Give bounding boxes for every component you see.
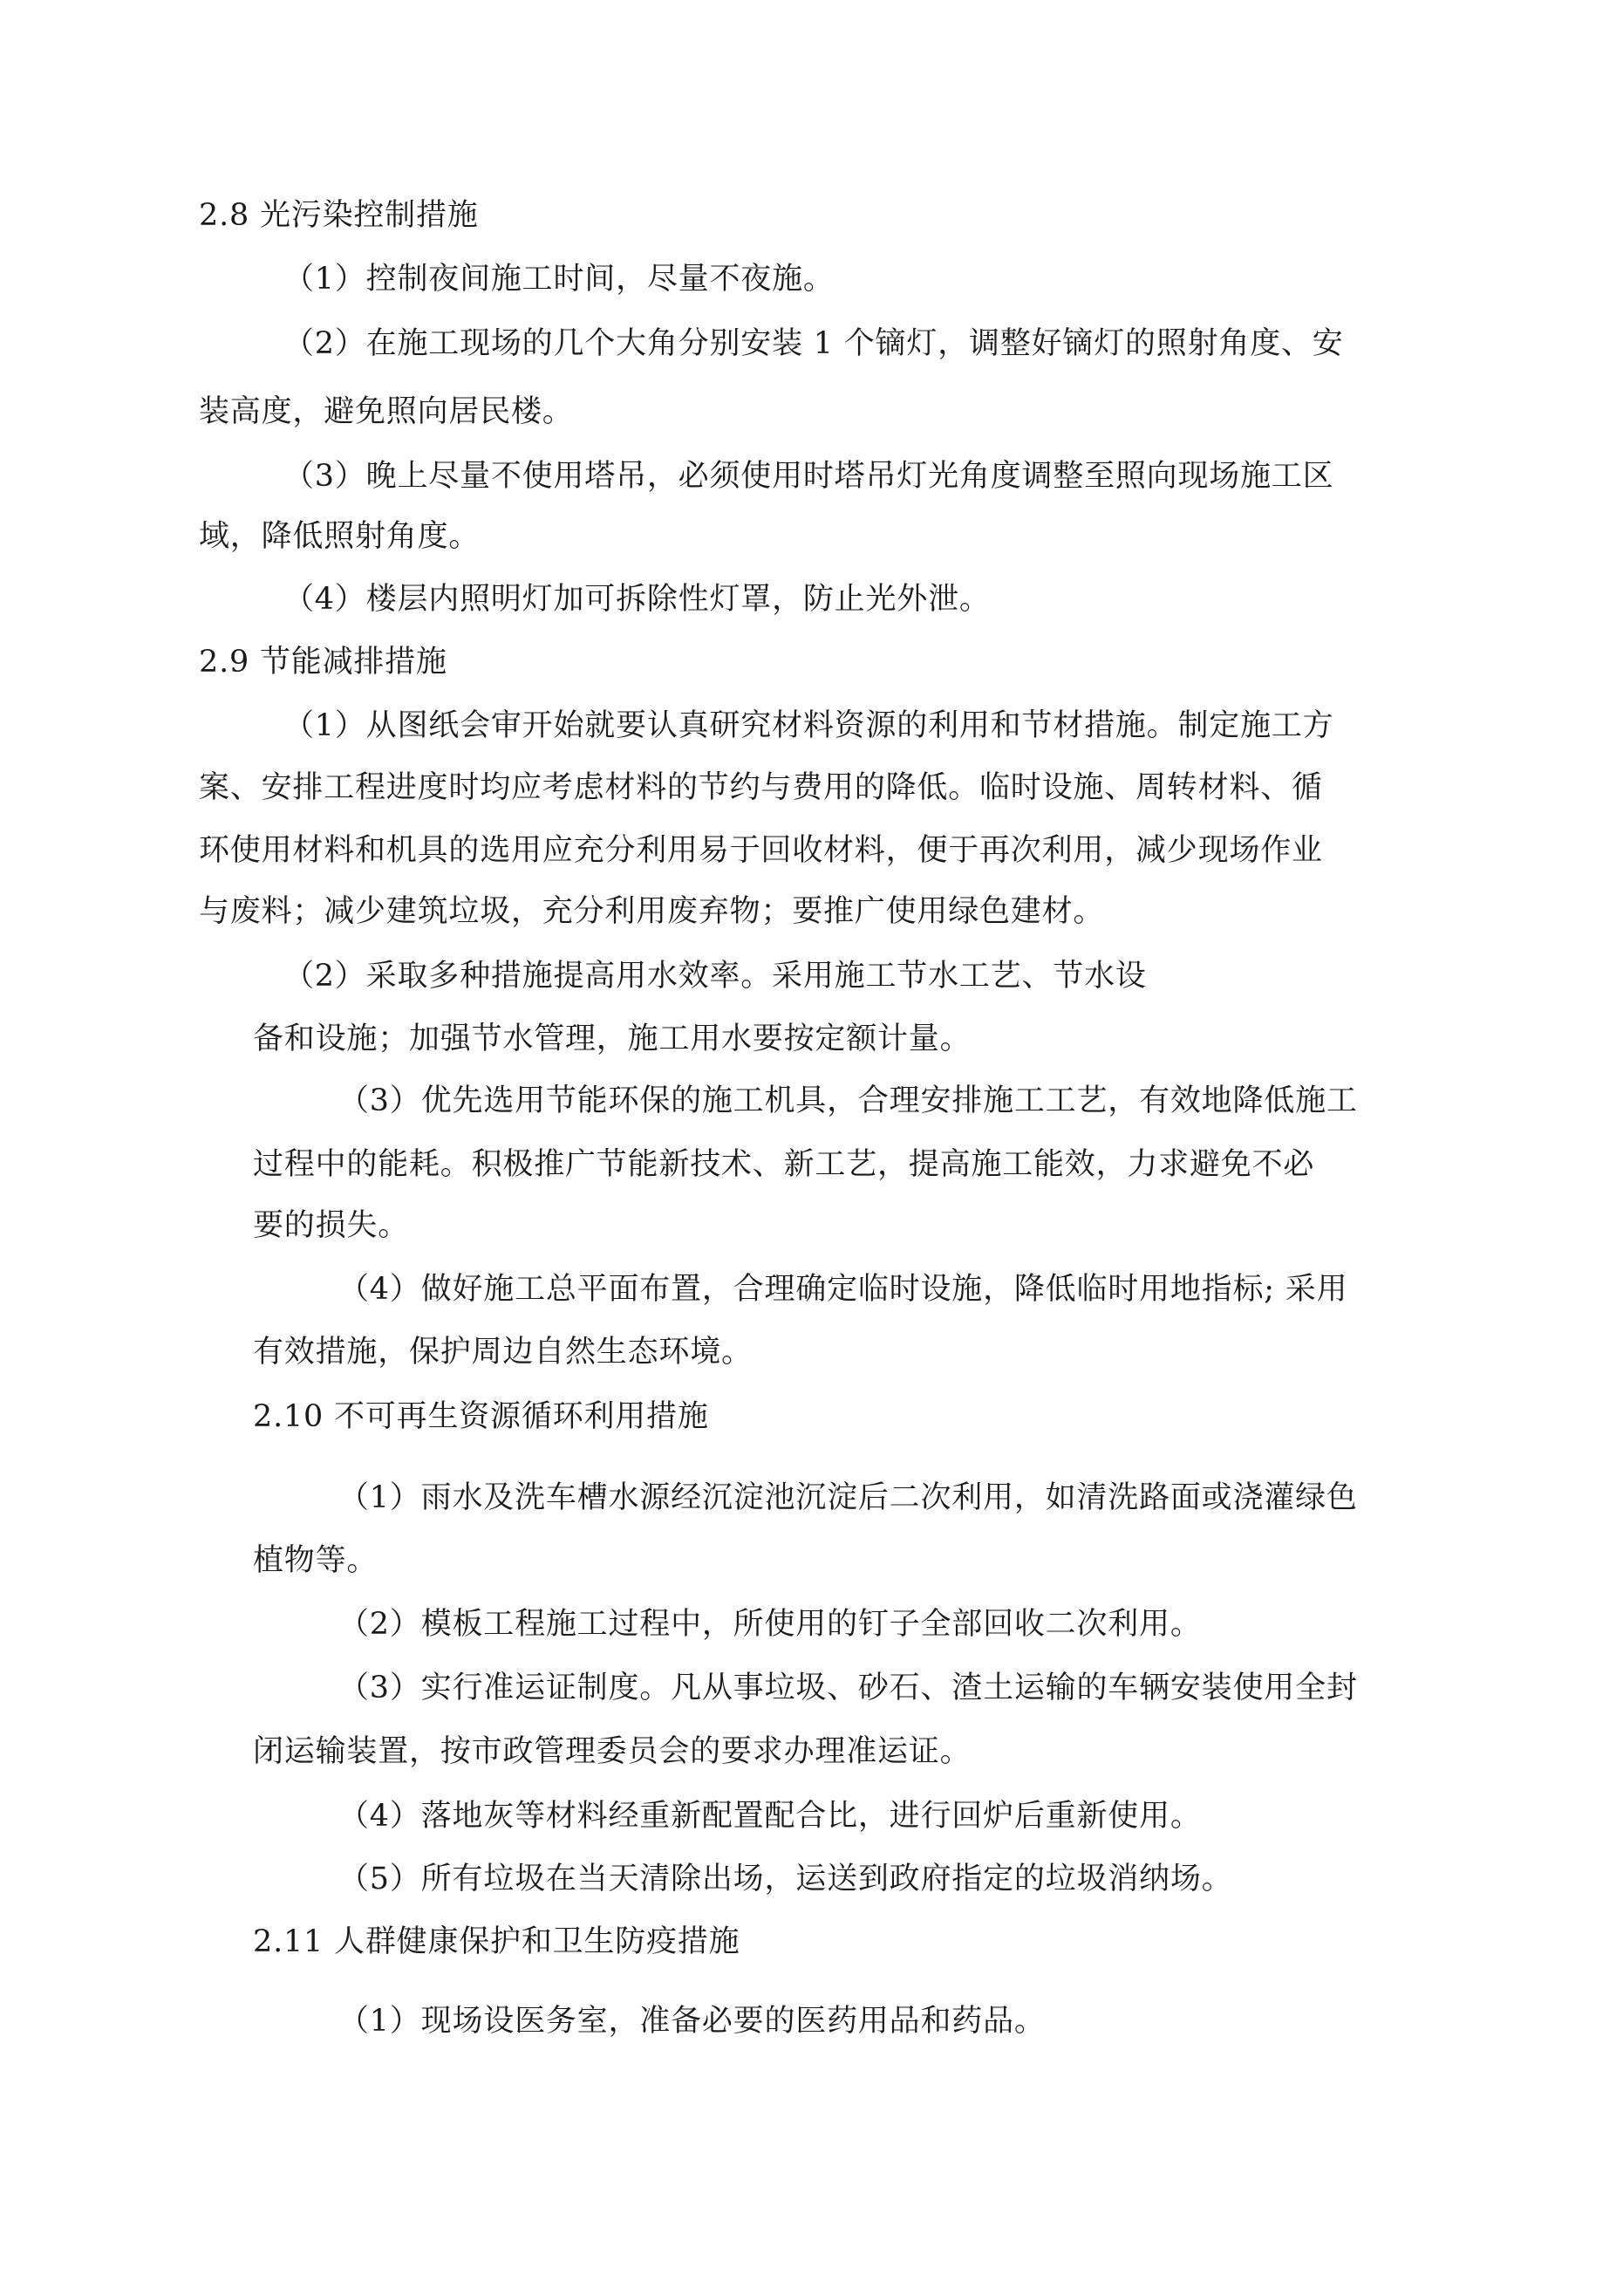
paragraph-line: （4）楼层内照明灯加可拆除性灯罩，防止光外泄。	[283, 582, 991, 617]
paragraph-line: （5）所有垃圾在当天清除出场，运送到政府指定的垃圾消纳场。	[338, 1862, 1233, 1896]
paragraph-line: 闭运输装置，按市政管理委员会的要求办理准运证。	[253, 1734, 972, 1769]
paragraph-line: 域，降低照射角度。	[199, 519, 481, 554]
paragraph-line: （4）做好施工总平面布置，合理确定临时设施，降低临时用地指标; 采用	[338, 1272, 1348, 1307]
section-heading-2-9: 2.9 节能减排措施	[199, 645, 447, 680]
paragraph-line: （3）晚上尽量不使用塔吊，必须使用时塔吊灯光角度调整至照向现场施工区	[283, 459, 1334, 494]
paragraph-line: （2）在施工现场的几个大角分别安装 1 个镝灯，调整好镝灯的照射角度、安	[283, 326, 1344, 361]
section-heading-2-8: 2.8 光污染控制措施	[199, 198, 479, 233]
paragraph-line: （1）控制夜间施工时间，尽量不夜施。	[283, 262, 835, 297]
paragraph-line: 案、安排工程进度时均应考虑材料的节约与费用的降低。临时设施、周转材料、循	[199, 770, 1323, 805]
section-heading-2-11: 2.11 人群健康保护和卫生防疫措施	[253, 1924, 740, 1959]
paragraph-line: （1）雨水及洗车槽水源经沉淀池沉淀后二次利用，如清洗路面或浇灌绿色	[338, 1480, 1358, 1515]
paragraph-line: （2）模板工程施工过程中，所使用的钉子全部回收二次利用。	[338, 1607, 1202, 1642]
section-heading-2-10: 2.10 不可再生资源循环利用措施	[253, 1399, 709, 1434]
paragraph-line: 植物等。	[253, 1543, 378, 1578]
paragraph-line: （3）优先选用节能环保的施工机具，合理安排施工工艺，有效地降低施工	[338, 1083, 1358, 1118]
paragraph-line: 装高度，避免照向居民楼。	[199, 394, 574, 429]
paragraph-line: 备和设施；加强节水管理，施工用水要按定额计量。	[253, 1022, 972, 1056]
paragraph-line: （3）实行准运证制度。凡从事垃圾、砂石、渣土运输的车辆安装使用全封	[338, 1671, 1358, 1705]
paragraph-line: 环使用材料和机具的选用应充分利用易于回收材料，便于再次利用，减少现场作业	[199, 833, 1323, 868]
paragraph-line: 有效措施，保护周边自然生态环境。	[253, 1335, 753, 1370]
paragraph-line: （1）现场设医务室，准备必要的医药用品和药品。	[338, 2004, 1046, 2039]
paragraph-line: （4）落地灰等材料经重新配置配合比，进行回炉后重新使用。	[338, 1799, 1202, 1834]
paragraph-line: 过程中的能耗。积极推广节能新技术、新工艺，提高施工能效，力求避免不必	[253, 1147, 1315, 1182]
paragraph-line: （2）采取多种措施提高用水效率。采用施工节水工艺、节水设	[283, 959, 1147, 994]
paragraph-line: （1）从图纸会审开始就要认真研究材料资源的利用和节材措施。制定施工方	[283, 708, 1334, 743]
paragraph-line: 与废料；减少建筑垃圾，充分利用废弃物；要推广使用绿色建材。	[199, 894, 1105, 929]
paragraph-line: 要的损失。	[253, 1208, 410, 1243]
